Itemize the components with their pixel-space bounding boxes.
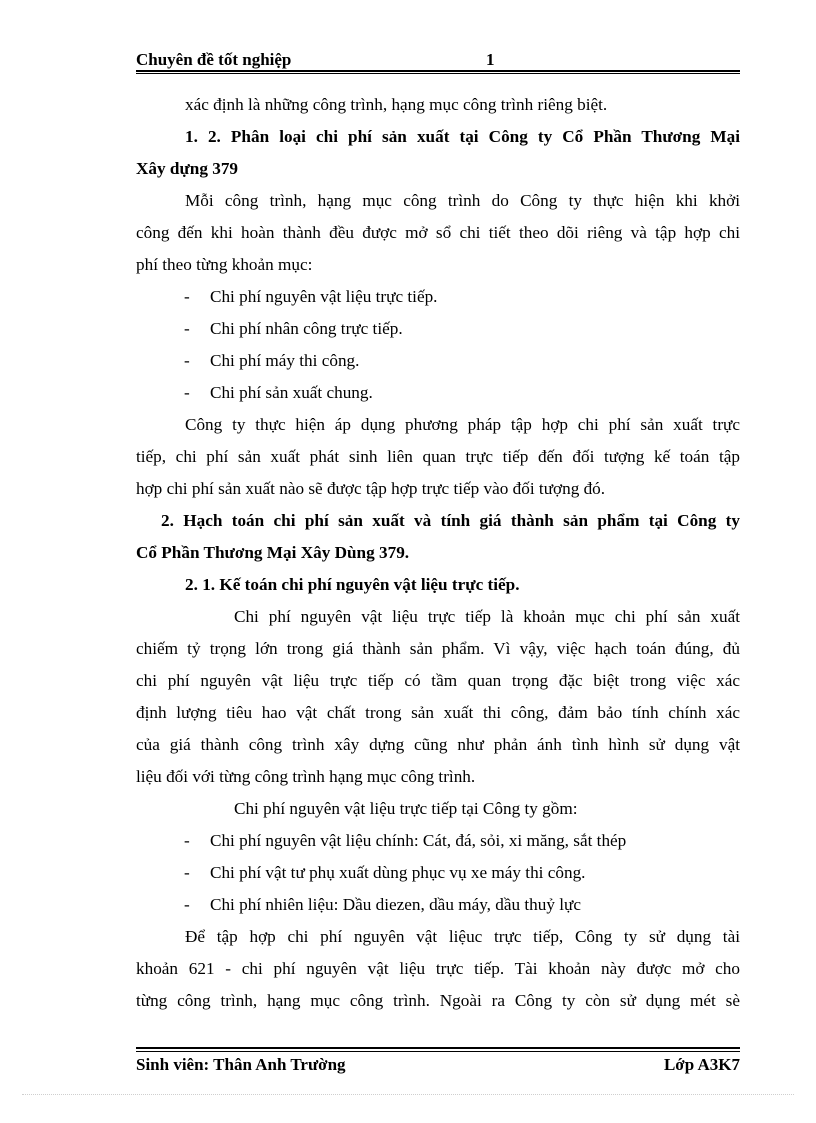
paragraph-line: định lượng tiêu hao vật chất trong sản xuất thi công, đảm bảo tính chính xác (136, 703, 740, 722)
footer-divider (136, 1047, 740, 1049)
list-item (136, 825, 740, 857)
page-footer (136, 1053, 740, 1077)
header-divider (136, 73, 740, 74)
footer-divider (136, 1051, 740, 1052)
list-item (136, 889, 740, 921)
section-heading: Cổ Phần Thương Mại Xây Dùng 379. (136, 543, 410, 562)
bullet-dash: - (184, 383, 190, 402)
paragraph-line: Mỗi công trình, hạng mục công trình do Công ty thực hiện khi khởi (185, 191, 740, 210)
subsection-heading: 2. 1. Kế toán chi phí nguyên vật liệu trực tiếp. (185, 575, 520, 594)
list-item (136, 377, 740, 409)
list-item-text: Chi phí nguyên vật liệu chính: Cát, đá, sỏi, xi măng, sắt thép (210, 831, 627, 850)
bullet-dash: - (184, 287, 190, 306)
paragraph-line: Chi phí nguyên vật liệu trực tiếp tại Công ty gồm: (234, 799, 578, 818)
page-header (136, 48, 740, 72)
list-item-text: Chi phí nhân công trực tiếp. (210, 319, 403, 338)
paragraph-line: tiếp, chi phí sản xuất phát sinh liên quan trực tiếp đến đối tượng kế toán tập (136, 447, 740, 466)
list-item-text: Chi phí vật tư phụ xuất dùng phục vụ xe máy thi công. (210, 863, 586, 882)
paragraph-line: Công ty thực hiện áp dụng phương pháp tập hợp chi phí sản xuất trực (185, 415, 740, 434)
list-item (136, 281, 740, 313)
document-body (136, 89, 740, 1017)
list-item (136, 345, 740, 377)
document-title: Chuyên đề tốt nghiệp (136, 50, 292, 69)
section-heading: Xây dựng 379 (136, 159, 239, 178)
bullet-dash: - (184, 863, 190, 882)
paragraph-line: chi phí nguyên vật liệu trực tiếp có tầm quan trọng đặc biệt trong việc xác (136, 671, 740, 690)
student-name: Sinh viên: Thân Anh Trường (136, 1055, 346, 1074)
paragraph-line: công đến khi hoàn thành đều được mở sổ chi tiết theo dõi riêng và tập hợp chi (136, 223, 740, 242)
paragraph-line: từng công trình, hạng mục công trình. Ngoài ra Công ty còn sử dụng mét sè (136, 991, 740, 1010)
list-item-text: Chi phí sản xuất chung. (210, 383, 373, 402)
paragraph-line: khoản 621 - chi phí nguyên vật liệu trực tiếp. Tài khoản này được mở cho (136, 959, 740, 978)
section-heading: 1. 2. Phân loại chi phí sản xuất tại Công ty Cổ Phần Thương Mại (185, 127, 740, 146)
list-item-text: Chi phí máy thi công. (210, 351, 360, 370)
page-number: 1 (486, 50, 495, 69)
paragraph-line: Để tập hợp chi phí nguyên vật liệuc trực tiếp, Công ty sử dụng tài (185, 927, 740, 946)
paragraph-line: xác định là những công trình, hạng mục công trình riêng biệt. (185, 95, 608, 114)
list-item-text: Chi phí nguyên vật liệu trực tiếp. (210, 287, 438, 306)
bullet-dash: - (184, 831, 190, 850)
list-item (136, 313, 740, 345)
class-label: Lớp A3K7 (663, 1055, 740, 1074)
list-item-text: Chi phí nhiên liệu: Dầu diezen, dầu máy, dầu thuỷ lực (210, 895, 581, 914)
section-heading: 2. Hạch toán chi phí sản xuất và tính giá thành sản phẩm tại Công ty (161, 511, 740, 530)
paragraph-line: của giá thành công trình xây dựng cũng như phản ánh tình hình sử dụng vật (136, 735, 740, 754)
paragraph-line: hợp chi phí sản xuất nào sẽ được tập hợp trực tiếp vào đối tượng đó. (136, 479, 606, 498)
bullet-dash: - (184, 351, 190, 370)
paragraph-line: chiếm tỷ trọng lớn trong giá thành sản phẩm. Vì vậy, việc hạch toán đúng, đủ (136, 639, 740, 658)
page-bottom-border (22, 1094, 794, 1095)
bullet-dash: - (184, 319, 190, 338)
paragraph-line: phí theo từng khoản mục: (136, 255, 313, 274)
bullet-dash: - (184, 895, 190, 914)
paragraph-line: liệu đối với từng công trình hạng mục công trình. (136, 767, 476, 786)
list-item (136, 857, 740, 889)
paragraph-line: Chi phí nguyên vật liệu trực tiếp là khoản mục chi phí sản xuất (234, 607, 740, 626)
